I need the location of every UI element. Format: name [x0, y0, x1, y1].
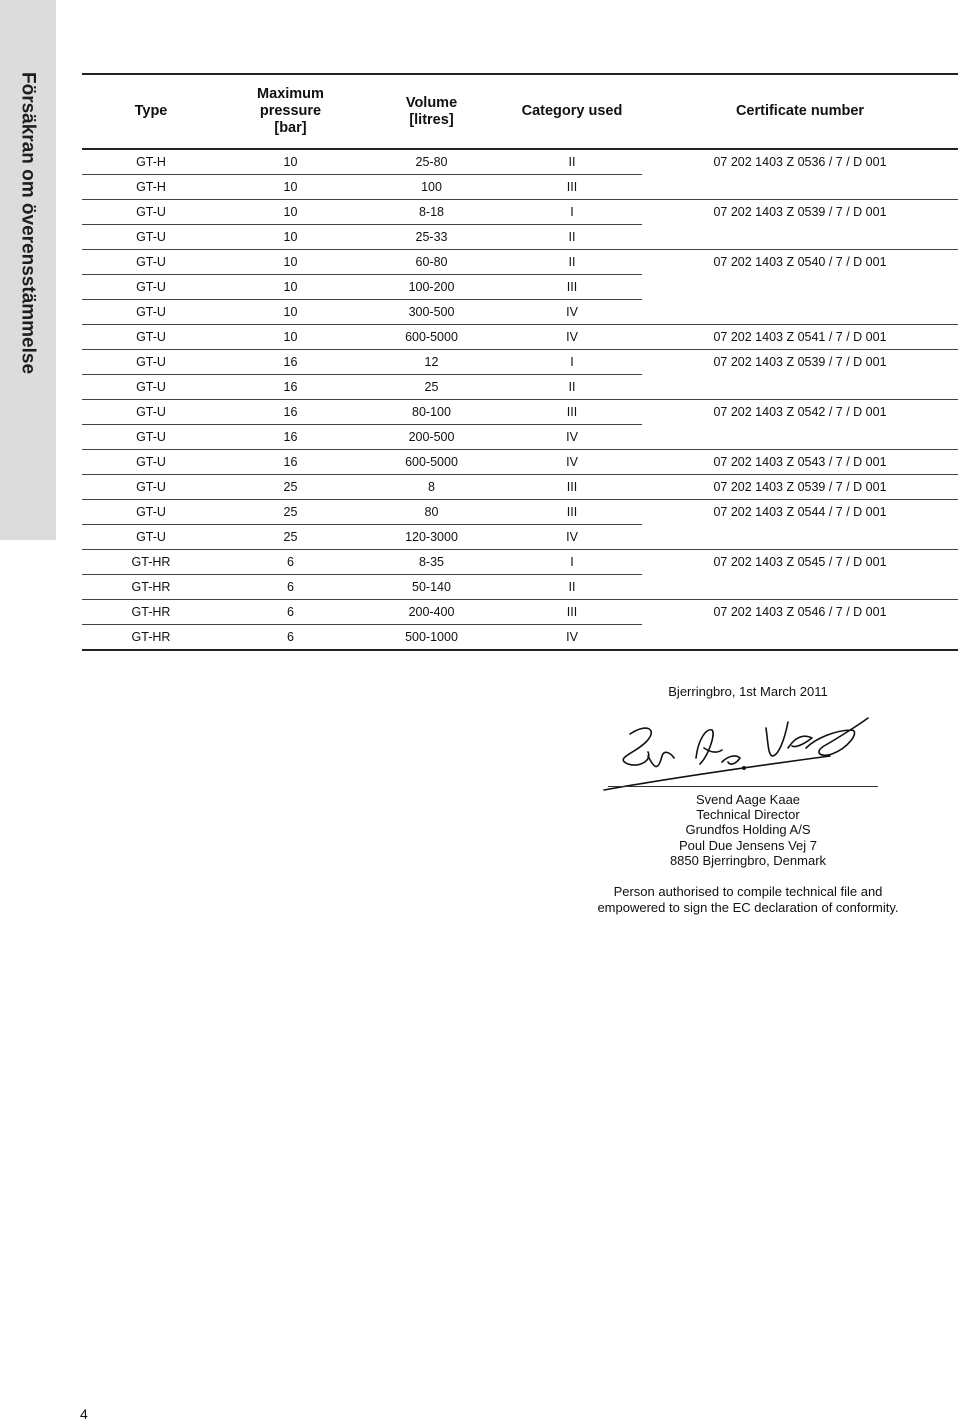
header-volume-line: [litres] — [409, 111, 454, 128]
cell-volume: 200-500 — [361, 425, 502, 450]
cell-certificate: 07 202 1403 Z 0545 / 7 / D 001 — [713, 555, 887, 570]
cell-type: GT-HR — [82, 575, 220, 600]
cell-certificate — [642, 625, 958, 651]
cell-pressure: 16 — [220, 375, 361, 400]
signer-title: Technical Director — [696, 807, 800, 823]
cell-pressure: 6 — [220, 575, 361, 600]
note-line: empowered to sign the EC declaration of conformity. — [597, 900, 899, 915]
cell-category: I — [502, 550, 642, 575]
cell-category: IV — [502, 425, 642, 450]
cell-certificate — [642, 275, 958, 300]
cell-certificate — [642, 175, 958, 200]
header-volume — [361, 74, 502, 149]
signer-street: Poul Due Jensens Vej 7 — [678, 837, 818, 853]
table-row — [82, 625, 958, 651]
cell-pressure: 6 — [220, 600, 361, 625]
table-row — [82, 600, 958, 625]
cell-category: III — [502, 500, 642, 525]
cell-category: I — [502, 350, 642, 375]
cell-volume: 25-33 — [361, 225, 502, 250]
cell-volume: 80-100 — [361, 400, 502, 425]
table-row — [82, 275, 958, 300]
cell-pressure: 10 — [220, 300, 361, 325]
cell-category: IV — [502, 325, 642, 350]
table-row — [82, 425, 958, 450]
cell-type: GT-U — [82, 225, 220, 250]
cell-category: II — [502, 149, 642, 175]
signature-line — [608, 786, 878, 787]
page-number: 4 — [80, 1406, 88, 1422]
cell-certificate — [642, 300, 958, 325]
cell-category: III — [502, 400, 642, 425]
cell-volume: 50-140 — [361, 575, 502, 600]
signer-block — [520, 792, 960, 868]
cell-volume: 100 — [361, 175, 502, 200]
cell-category: III — [502, 475, 642, 500]
cell-pressure: 10 — [220, 200, 361, 225]
table-header-row — [82, 74, 958, 149]
cell-pressure: 16 — [220, 425, 361, 450]
cell-category: IV — [502, 525, 642, 550]
cell-category: I — [502, 200, 642, 225]
authorisation-note — [520, 884, 960, 916]
cell-certificate: 07 202 1403 Z 0546 / 7 / D 001 — [713, 605, 887, 620]
cell-pressure: 16 — [220, 400, 361, 425]
header-certificate: Certificate number — [642, 74, 958, 149]
cell-certificate — [642, 375, 958, 400]
cell-category: II — [502, 375, 642, 400]
cell-category: II — [502, 575, 642, 600]
cell-volume: 80 — [361, 500, 502, 525]
cell-certificate: 07 202 1403 Z 0543 / 7 / D 001 — [642, 450, 958, 475]
cell-volume: 500-1000 — [361, 625, 502, 651]
cell-category: II — [502, 250, 642, 275]
table-row — [82, 575, 958, 600]
cell-volume: 25 — [361, 375, 502, 400]
cell-pressure: 10 — [220, 225, 361, 250]
cell-pressure: 10 — [220, 175, 361, 200]
table-row — [82, 149, 958, 175]
cell-pressure: 10 — [220, 275, 361, 300]
cell-category: III — [502, 600, 642, 625]
cell-certificate: 07 202 1403 Z 0539 / 7 / D 001 — [713, 355, 887, 370]
cell-certificate: 07 202 1403 Z 0540 / 7 / D 001 — [713, 255, 887, 270]
cell-certificate: 07 202 1403 Z 0544 / 7 / D 001 — [713, 505, 887, 520]
cell-certificate: 07 202 1403 Z 0539 / 7 / D 001 — [642, 475, 958, 500]
cell-volume: 8 — [361, 475, 502, 500]
table-row — [82, 500, 958, 525]
cell-type: GT-HR — [82, 550, 220, 575]
table-row — [82, 475, 958, 500]
cell-volume: 100-200 — [361, 275, 502, 300]
cell-certificate: 07 202 1403 Z 0541 / 7 / D 001 — [642, 325, 958, 350]
cell-volume: 120-3000 — [361, 525, 502, 550]
cell-type: GT-U — [82, 375, 220, 400]
certificate-table — [82, 73, 958, 651]
table-row — [82, 525, 958, 550]
signer-company: Grundfos Holding A/S — [685, 822, 811, 838]
cell-type: GT-U — [82, 300, 220, 325]
cell-type: GT-U — [82, 350, 220, 375]
cell-pressure: 25 — [220, 525, 361, 550]
cell-category: IV — [502, 625, 642, 651]
cell-volume: 8-18 — [361, 200, 502, 225]
cell-certificate — [642, 425, 958, 450]
cell-pressure: 16 — [220, 450, 361, 475]
cell-pressure: 6 — [220, 625, 361, 651]
cell-volume: 600-5000 — [361, 325, 502, 350]
signature-image — [600, 708, 890, 792]
cell-certificate — [642, 525, 958, 550]
table-row — [82, 550, 958, 575]
header-type: Type — [82, 74, 220, 149]
table-row — [82, 375, 958, 400]
cell-type: GT-U — [82, 325, 220, 350]
cell-category: III — [502, 175, 642, 200]
cell-certificate: 07 202 1403 Z 0542 / 7 / D 001 — [713, 405, 887, 420]
header-volume-line: Volume — [405, 94, 458, 111]
table-row — [82, 175, 958, 200]
cell-certificate: 07 202 1403 Z 0536 / 7 / D 001 — [713, 155, 887, 170]
table-body — [82, 149, 958, 650]
header-category: Category used — [502, 74, 642, 149]
note-line: Person authorised to compile technical file and — [613, 884, 883, 899]
cell-certificate — [642, 575, 958, 600]
cell-type: GT-H — [82, 175, 220, 200]
cell-type: GT-U — [82, 200, 220, 225]
table-row — [82, 300, 958, 325]
cell-type: GT-HR — [82, 625, 220, 651]
cell-pressure: 25 — [220, 500, 361, 525]
side-tab-title: Försäkran om överensstämmelse — [17, 72, 39, 375]
cell-type: GT-U — [82, 450, 220, 475]
place-date: Bjerringbro, 1st March 2011 — [668, 684, 828, 699]
cell-certificate: 07 202 1403 Z 0539 / 7 / D 001 — [713, 205, 887, 220]
cell-type: GT-U — [82, 500, 220, 525]
table-row — [82, 325, 958, 350]
cell-type: GT-H — [82, 149, 220, 175]
cell-volume: 25-80 — [361, 149, 502, 175]
cell-type: GT-U — [82, 275, 220, 300]
cell-type: GT-U — [82, 250, 220, 275]
table-row — [82, 400, 958, 425]
cell-category: III — [502, 275, 642, 300]
signer-name: Svend Aage Kaae — [695, 792, 801, 807]
table-row — [82, 225, 958, 250]
cell-volume: 600-5000 — [361, 450, 502, 475]
table-row — [82, 350, 958, 375]
cell-volume: 12 — [361, 350, 502, 375]
side-tab — [0, 0, 56, 540]
cell-type: GT-U — [82, 475, 220, 500]
cell-type: GT-U — [82, 400, 220, 425]
header-pressure-line: Maximum — [257, 86, 324, 102]
signer-city: 8850 Bjerringbro, Denmark — [669, 852, 827, 868]
cell-pressure: 6 — [220, 550, 361, 575]
header-pressure-line: [bar] — [274, 120, 307, 136]
cell-category: IV — [502, 300, 642, 325]
cell-type: GT-U — [82, 525, 220, 550]
cell-certificate — [642, 225, 958, 250]
table-row — [82, 200, 958, 225]
cell-category: II — [502, 225, 642, 250]
cell-pressure: 25 — [220, 475, 361, 500]
header-pressure-line: pressure — [259, 103, 322, 119]
cell-pressure: 10 — [220, 325, 361, 350]
cell-volume: 300-500 — [361, 300, 502, 325]
cell-pressure: 10 — [220, 250, 361, 275]
cell-type: GT-U — [82, 425, 220, 450]
cell-volume: 60-80 — [361, 250, 502, 275]
table-row — [82, 450, 958, 475]
cell-pressure: 10 — [220, 149, 361, 175]
cell-category: IV — [502, 450, 642, 475]
header-pressure — [220, 74, 361, 149]
cell-pressure: 16 — [220, 350, 361, 375]
cell-volume: 8-35 — [361, 550, 502, 575]
cell-type: GT-HR — [82, 600, 220, 625]
table-row — [82, 250, 958, 275]
cell-volume: 200-400 — [361, 600, 502, 625]
